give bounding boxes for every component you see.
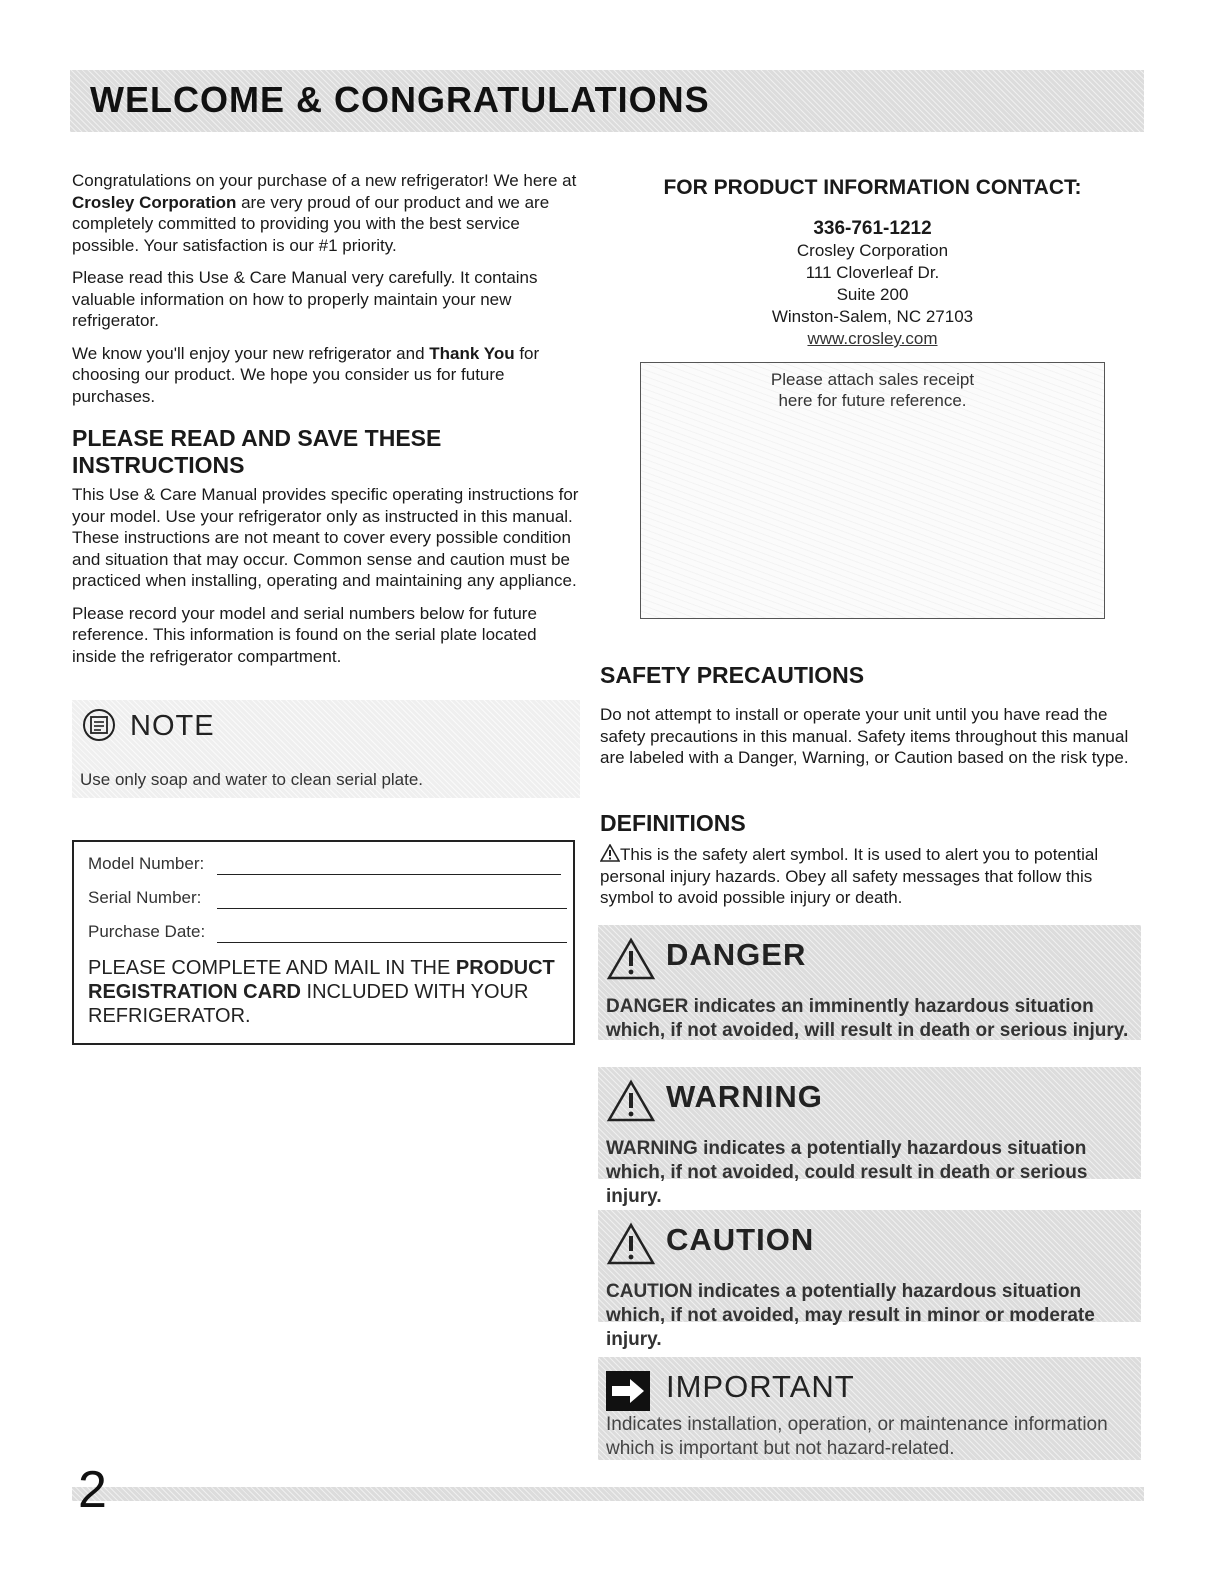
- brand-name: Crosley Corporation: [72, 192, 237, 212]
- note-text: Use only soap and water to clean serial plate.: [80, 770, 424, 789]
- model-number-line[interactable]: [217, 874, 561, 875]
- important-text: Indicates installation, operation, or maintenance information which is important but not hazard-related.: [606, 1414, 1108, 1459]
- title-banner: [70, 70, 1144, 132]
- contact-address: [600, 218, 1145, 350]
- safety-heading: SAFETY PRECAUTIONS: [600, 662, 865, 688]
- contact-suite: Suite 200: [836, 285, 909, 304]
- purchase-date-line[interactable]: [217, 942, 567, 943]
- safety-alert-icon: [600, 844, 620, 862]
- caution-panel: [598, 1210, 1141, 1350]
- receipt-instructions: Please attach sales receipt here for future reference.: [770, 370, 975, 410]
- important-panel: [598, 1357, 1141, 1460]
- warning-panel: [598, 1067, 1141, 1207]
- read-instructions-heading: PLEASE READ AND SAVE THESE INSTRUCTIONS: [72, 425, 442, 478]
- caution-title: CAUTION: [666, 1222, 815, 1257]
- contact-company: Crosley Corporation: [796, 241, 949, 260]
- registration-card-note: PLEASE COMPLETE AND MAIL IN THE PRODUCT REGISTRATION CARD INCLUDED WITH YOUR REFRIGERATOR.: [88, 957, 555, 1027]
- definitions-text: This is the safety alert symbol. It is used to alert you to potential personal injury hazards. Obey all safety messages that follow this symbol to avoid possible injury or death.: [600, 845, 1099, 907]
- intro-paragraph-1: Congratulations on your purchase of a new refrigerator! We here at Crosley Corporation are very proud of our product and we are completely committed to providing you with the best service possible. Your satisfaction is our #1 priority.: [72, 171, 577, 255]
- note-box: [72, 700, 580, 798]
- intro-paragraph-3: We know you'll enjoy your new refrigerator and Thank You for choosing our product. We hope you consider us for future purchases.: [72, 343, 540, 406]
- arrow-right-icon: [606, 1371, 650, 1411]
- contact-street: 111 Cloverleaf Dr.: [805, 263, 940, 282]
- page-title: WELCOME & CONGRATULATIONS: [90, 79, 710, 120]
- read-instructions-paragraph-2: Please record your model and serial numbers below for future reference. This information is found on the serial plate located inside the refrigerator compartment.: [72, 603, 537, 666]
- serial-number-label: Serial Number:: [88, 888, 202, 907]
- contact-heading: FOR PRODUCT INFORMATION CONTACT:: [663, 176, 1082, 199]
- registration-box: [72, 840, 575, 1045]
- purchase-date-label: Purchase Date:: [88, 922, 206, 941]
- intro-paragraph-2: Please read this Use & Care Manual very carefully. It contains valuable information on how to properly maintain your new refrigerator.: [72, 268, 538, 330]
- danger-panel: [598, 925, 1141, 1040]
- safety-alert-icon: [606, 937, 656, 981]
- danger-text: DANGER indicates an imminently hazardous situation which, if not avoided, will result in death or serious injury.: [606, 996, 1129, 1041]
- warning-text: WARNING indicates a potentially hazardous situation which, if not avoided, could result in death or serious injury.: [606, 1138, 1088, 1207]
- safety-alert-icon: [606, 1079, 656, 1123]
- model-number-label: Model Number:: [88, 854, 205, 873]
- safety-alert-icon: [606, 1222, 656, 1266]
- contact-phone: 336-761-1212: [813, 218, 932, 239]
- important-title: IMPORTANT: [666, 1369, 855, 1404]
- thank-you-text: Thank You: [429, 343, 515, 363]
- caution-text: CAUTION indicates a potentially hazardous situation which, if not avoided, may result in minor or moderate injury.: [606, 1281, 1095, 1350]
- definitions-heading: DEFINITIONS: [600, 810, 746, 836]
- note-icon: [82, 708, 116, 742]
- note-title: NOTE: [130, 710, 215, 742]
- contact-section: [600, 170, 1145, 350]
- page-number: 2: [78, 1461, 107, 1519]
- intro-column: [72, 170, 580, 678]
- receipt-attach-box: [640, 362, 1105, 619]
- danger-title: DANGER: [666, 937, 807, 972]
- safety-text: Do not attempt to install or operate your unit until you have read the safety precautions in this manual. Safety items throughout this manual are labeled with a Danger, Warning, or Caution based on the risk type.: [600, 705, 1129, 767]
- read-instructions-paragraph-1: This Use & Care Manual provides specific operating instructions for your model. Use your refrigerator only as instructed in this manual. These instructions are not meant to cover every possible condition and situation that may occur. Common sense and caution must be practiced when installing, operating and maintaining any appliance.: [72, 485, 579, 590]
- footer-bar: [72, 1487, 1144, 1501]
- serial-number-line[interactable]: [217, 908, 567, 909]
- website-link[interactable]: www.crosley.com: [807, 329, 938, 348]
- warning-title: WARNING: [666, 1079, 823, 1114]
- contact-city: Winston-Salem, NC 27103: [771, 307, 974, 326]
